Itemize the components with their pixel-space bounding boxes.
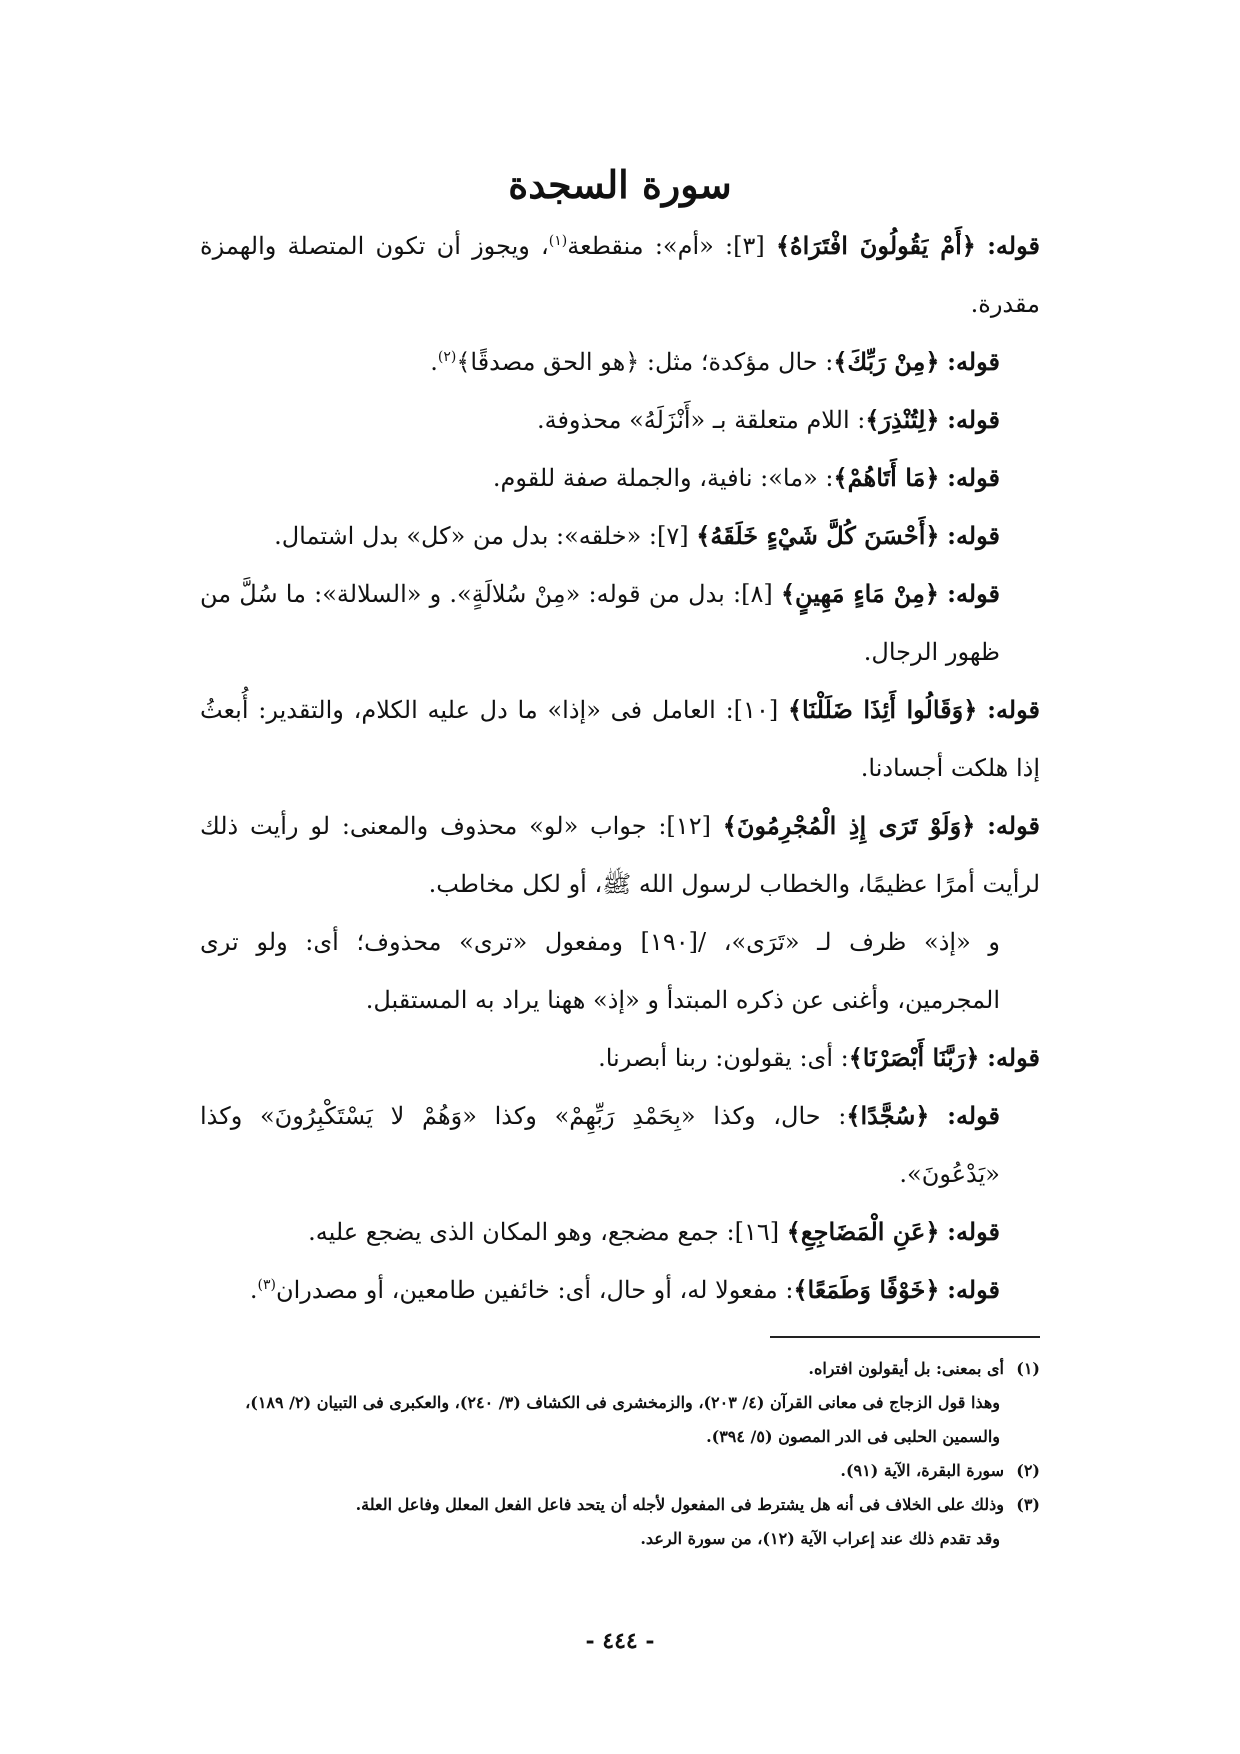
entry-label: قوله: [987,1043,1040,1072]
surah-title: سورة السجدة [508,162,732,207]
footnote-text: أى بمعنى: بل أيقولون افتراه. [808,1359,1004,1378]
entry-label: قوله: [947,1275,1000,1304]
entry-paragraph [200,1029,1040,1087]
quran-quote: ﴿أَحْسَنَ كُلَّ شَيْءٍ خَلَقَهُ﴾ [696,521,940,550]
entry-text-cont: . [249,1276,258,1304]
footnote-number: (٢) [1016,1461,1040,1480]
quran-quote: ﴿مَا أَتَاهُمْ﴾ [833,463,940,492]
entry-label: قوله: [987,231,1040,260]
footnotes [200,1352,1040,1556]
quran-quote: ﴿عَنِ الْمَضَاجِعِ﴾ [786,1217,940,1246]
entry-text: : جواب «لو» محذوف والمعنى: لو رأيت ذلك لرأيت أمرًا عظيمًا، والخطاب لرسول الله ﷺ، أو لكل مخاطب. [200,812,1040,898]
quran-quote: ﴿مِنْ مَاءٍ مَهِينٍ﴾ [780,579,939,608]
quran-quote: ﴿سُجَّدًا﴾ [846,1101,930,1130]
entry-label: قوله: [987,695,1040,724]
entry-paragraph [200,507,1040,565]
footnote-marker[interactable]: (٢) [437,349,457,365]
entry-text: : «ما»: نافية، والجملة صفة للقوم. [492,464,834,492]
entry-text: : حال مؤكدة؛ مثل: ﴿هو الحق مصدقًا﴾ [456,348,834,376]
entry-paragraph [200,449,1040,507]
verse-ref: [٧] [656,522,689,550]
entry-text: : جمع مضجع، وهو المكان الذى يضجع عليه. [308,1218,735,1246]
entry-text: : اللام متعلقة بـ «أَنْزَلَهُ» محذوفة. [536,406,866,434]
entry-paragraph [200,797,1040,913]
footnote-number: (١) [1016,1359,1040,1378]
page-number: - ٤٤٤ - [585,1628,655,1654]
entry-text: : مفعولا له، أو حال، أى: خائفين طامعين، أو مصدران [276,1276,794,1304]
entry-label: قوله: [947,463,1000,492]
entry-paragraph [200,391,1040,449]
quran-quote: ﴿لِتُنْذِرَ﴾ [865,405,940,434]
commentary-body [200,217,1040,1319]
footnote-separator [770,1336,1040,1338]
entry-text: : «أم»: منقطعة [567,232,734,260]
footnote [200,1386,1040,1454]
footnote-text: وقد تقدم ذلك عند إعراب الآية (١٢)، من سورة الرعد. [640,1529,1000,1548]
footnote-marker[interactable]: (٣) [257,1277,277,1293]
entry-paragraph [200,1203,1040,1261]
entry-paragraph [200,565,1040,681]
entry-label: قوله: [947,579,1000,608]
entry-text-cont: ، ويجوز أن تكون المتصلة والهمزة مقدرة. [200,232,1040,318]
entry-text: : أى: يقولون: ربنا أبصرنا. [598,1044,849,1072]
footnote-text: وهذا قول الزجاج فى معانى القرآن (٤/ ٢٠٣)، والزمخشرى فى الكشاف (٣/ ٢٤٠)، والعكبرى فى التبيان (٢/ ١٨٩)، والسمين الحلبى فى الدر المصون (٥/ ٣٩٤). [245,1393,1000,1446]
verse-ref: [٣] [733,232,765,260]
verse-ref: [٨] [741,580,773,608]
entry-text-cont: . [430,348,438,376]
entry-label: قوله: [987,811,1040,840]
footnote [200,1488,1040,1522]
footnote-marker[interactable]: (١) [548,233,568,249]
entry-paragraph [200,1261,1040,1319]
verse-ref: [١٠] [733,696,779,724]
footnote [200,1522,1040,1556]
footnote-text: وذلك على الخلاف فى أنه هل يشترط فى المفعول لأجله أن يتحد فاعل الفعل المعلل وفاعل العلة. [355,1495,1004,1514]
entry-text: : حال، وكذا «بِحَمْدِ رَبِّهِمْ» وكذا «وَهُمْ لا يَسْتَكْبِرُونَ» وكذا «يَدْعُونَ». [200,1102,1000,1188]
entry-text: : «خلقه»: بدل من «كل» بدل اشتمال. [274,522,657,550]
footnote [200,1352,1040,1386]
quran-quote: ﴿مِنْ رَبِّكَ﴾ [833,347,940,376]
entry-paragraph [200,681,1040,797]
verse-ref: [١٢] [666,812,711,840]
entry-paragraph [200,1087,1040,1203]
entry-text: : بدل من قوله: «مِنْ سُلالَةٍ». و «السلالة»: ما سُلَّ من ظهور الرجال. [200,580,1000,666]
entry-label: قوله: [947,405,1000,434]
footnote-text: سورة البقرة، الآية (٩١). [840,1461,1004,1480]
continuation-paragraph: و «إذ» ظرف لـ «تَرَى»، /[١٩٠] ومفعول «ترى» محذوف؛ أى: ولو ترى المجرمين، وأغنى عن ذكره المبتدأ و «إذ» ههنا يراد به المستقبل. [200,928,1000,1014]
quran-quote: ﴿وَلَوْ تَرَى إِذِ الْمُجْرِمُونَ﴾ [722,811,976,840]
verse-ref: [١٦] [734,1218,780,1246]
quran-quote: ﴿أَمْ يَقُولُونَ افْتَرَاهُ﴾ [775,231,976,260]
entry-text: : العامل فى «إذا» ما دل عليه الكلام، والتقدير: أُبعثُ إذا هلكت أجسادنا. [200,696,1040,782]
footnote-number: (٣) [1016,1495,1040,1514]
quran-quote: ﴿وَقَالُوا أَئِذَا ضَلَلْنَا﴾ [787,695,978,724]
footnote [200,1454,1040,1488]
entry-label: قوله: [947,1101,1000,1130]
quran-quote: ﴿رَبَّنَا أَبْصَرْنَا﴾ [848,1043,980,1072]
page [200,150,1040,1710]
entry-paragraph [200,217,1040,333]
entry-label: قوله: [947,521,1000,550]
entry-label: قوله: [947,347,1000,376]
entry-label: قوله: [947,1217,1000,1246]
quran-quote: ﴿خَوْفًا وَطَمَعًا﴾ [793,1275,940,1304]
entry-paragraph [200,333,1040,391]
